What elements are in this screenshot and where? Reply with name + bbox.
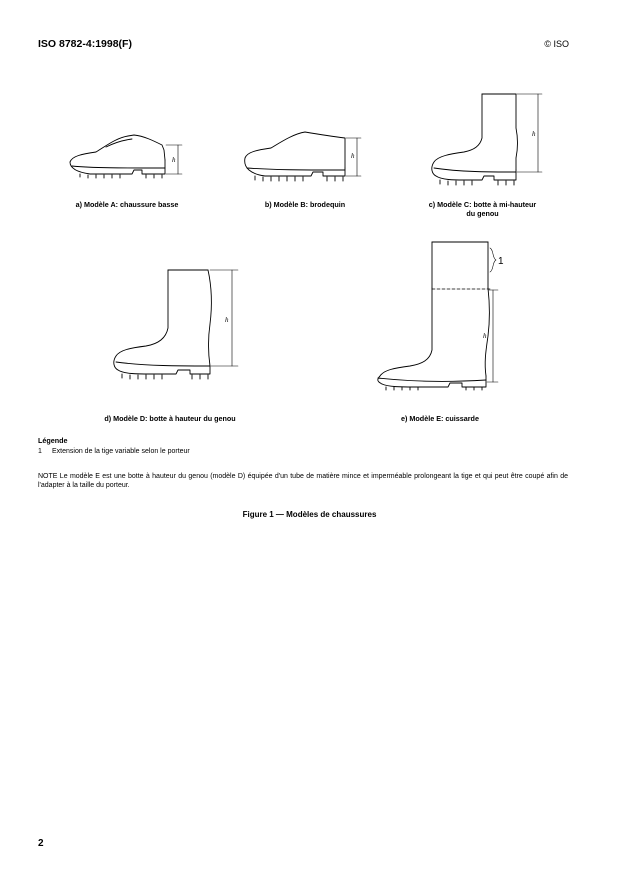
document-standard-id: ISO 8782-4:1998(F) [38,38,132,50]
shoe-a-sole-line [72,166,165,168]
boot-c-dim-label: h [532,130,536,138]
copyright-notice: © ISO [544,39,569,49]
caption-model-c-line1: c) Modèle C: botte à mi-hauteur [428,200,537,209]
boot-d-back [208,270,211,366]
caption-model-c-line2: du genou [466,209,499,218]
shoe-model-d-drawing [100,268,260,386]
boot-d-sole [118,366,210,374]
caption-model-d: d) Modèle D: botte à hauteur du genou [104,414,236,423]
boot-d-shaft [114,270,168,370]
caption-model-b: b) Modèle B: brodequin [264,200,346,209]
figure-title: Figure 1 — Modèles de chaussures [242,510,377,519]
shoe-model-c-drawing [420,92,560,192]
legend-item-number: 1 [38,448,42,455]
figure-note: NOTE Le modèle E est une botte à hauteur du genou (modèle D) équipée d'un tube de matière mince et imperméable prolongeant la tige et qui peut être coupé afin de l'adapter à la taille du porteur. [38,473,568,489]
boot-e-callout-brace [490,248,496,272]
boot-e-tread [386,387,482,390]
boot-e-sole-line [378,378,486,381]
boot-e-dim-label: h [483,332,487,340]
boot-d-tread [122,374,208,379]
boot-e-callout-number: 1 [498,256,504,267]
legend-title: Légende [38,436,68,445]
boot-e-shaft [378,288,432,384]
shoe-a-tread [80,174,162,178]
boot-d-dim-label: h [225,316,229,324]
shoe-model-a-drawing [62,128,202,186]
shoe-a-upper [70,135,165,162]
shoe-b-sole [245,158,345,176]
shoe-b-tread [255,176,343,181]
page-number: 2 [38,838,44,849]
shoe-b-sole-line [247,168,345,170]
boot-d-sole-line [116,362,210,366]
boot-e-extension [432,242,488,288]
caption-model-e: e) Modèle E: cuissarde [401,414,479,423]
boot-c-back [516,94,518,170]
boot-c-tread [440,180,514,185]
boot-c-sole-line [434,168,516,172]
shoe-b-upper [245,132,345,168]
legend-item-text: Extension de la tige variable selon le porteur [52,448,190,455]
boot-c-shaft [432,94,482,176]
legend-item [38,448,190,455]
shoe-model-b-drawing [233,128,373,190]
caption-model-a: a) Modèle A: chaussure basse [75,200,179,209]
shoe-b-dim-label: h [351,152,355,160]
shoe-a-dim-label: h [172,156,176,164]
shoe-model-e-drawing [364,240,524,390]
